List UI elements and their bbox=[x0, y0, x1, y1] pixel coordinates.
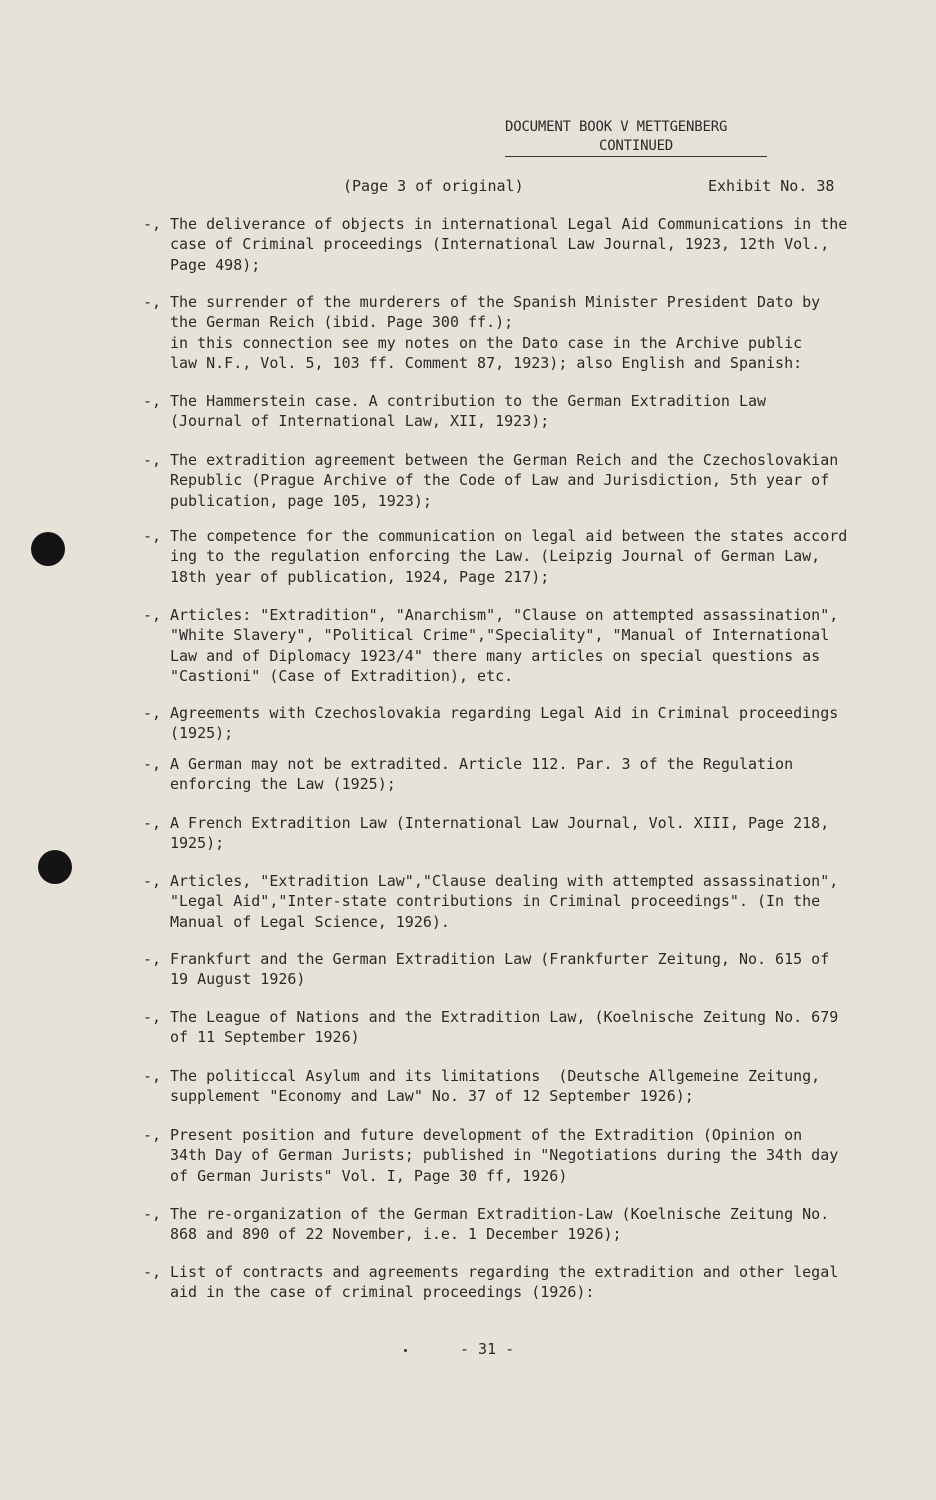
list-item bbox=[143, 703, 895, 744]
list-item bbox=[143, 1066, 895, 1107]
list-bullet: -, bbox=[143, 527, 162, 545]
stray-mark bbox=[404, 1349, 407, 1352]
list-bullet: -, bbox=[143, 950, 162, 968]
list-item-text: Frankfurt and the German Extradition Law (Frankfurter Zeitung, No. 615 of 19 August 1926) bbox=[170, 950, 830, 989]
list-item-text: A French Extradition Law (International Law Journal, Vol. XIII, Page 218, 1925); bbox=[170, 814, 830, 853]
list-item bbox=[143, 1262, 895, 1303]
list-bullet: -, bbox=[143, 1263, 162, 1281]
list-item bbox=[143, 754, 895, 795]
list-bullet: -, bbox=[143, 1126, 162, 1144]
list-item-text: The League of Nations and the Extradition Law, (Koelnische Zeitung No. 679 of 11 September 1926) bbox=[170, 1008, 839, 1047]
list-item-text: The politiccal Asylum and its limitations (Deutsche Allgemeine Zeitung, supplement "Economy and Law" No. 37 of 12 September 1926); bbox=[170, 1067, 821, 1106]
list-item bbox=[143, 1204, 895, 1245]
list-item bbox=[143, 526, 895, 587]
list-bullet: -, bbox=[143, 1067, 162, 1085]
page-number: - 31 - bbox=[460, 1340, 515, 1358]
list-item bbox=[143, 949, 895, 990]
list-bullet: -, bbox=[143, 392, 162, 410]
list-item bbox=[143, 1125, 895, 1186]
exhibit-number: Exhibit No. 38 bbox=[708, 177, 835, 195]
list-item-text: The surrender of the murderers of the Spanish Minister President Dato by the German Reich (ibid. Page 300 ff.); in this connection see my notes on the Dato case in the Archive public law N.F., Vol. 5, 103 ff. Comment 87, 1923); also English and Spanish: bbox=[170, 293, 821, 372]
list-item bbox=[143, 391, 895, 432]
list-item-text: Articles: "Extradition", "Anarchism", "Clause on attempted assassination", "White Slavery", "Political Crime","Speciality", "Manual of International Law and of Diplomacy 1923/4" there many articles on special questions as "Castioni" (Case of Extradition), etc. bbox=[170, 606, 839, 685]
list-item-text: The re-organization of the German Extradition-Law (Koelnische Zeitung No. 868 and 890 of 22 November, i.e. 1 December 1926); bbox=[170, 1205, 830, 1244]
header-continued: CONTINUED bbox=[505, 137, 767, 157]
list-bullet: -, bbox=[143, 814, 162, 832]
list-bullet: -, bbox=[143, 215, 162, 233]
list-item-text: The deliverance of objects in international Legal Aid Communications in the case of Criminal proceedings (International Law Journal, 1923, 12th Vol., Page 498); bbox=[170, 215, 848, 274]
list-item bbox=[143, 450, 895, 511]
list-item bbox=[143, 292, 895, 373]
header-title: DOCUMENT BOOK V METTGENBERG bbox=[505, 119, 728, 135]
list-item bbox=[143, 605, 895, 686]
list-item-text: A German may not be extradited. Article 112. Par. 3 of the Regulation enforcing the Law (1925); bbox=[170, 755, 794, 794]
list-bullet: -, bbox=[143, 1205, 162, 1223]
list-item bbox=[143, 871, 895, 932]
list-item bbox=[143, 813, 895, 854]
list-item bbox=[143, 1007, 895, 1048]
page-reference: (Page 3 of original) bbox=[343, 177, 524, 195]
document-header bbox=[505, 118, 770, 157]
list-item-text: The Hammerstein case. A contribution to the German Extradition Law (Journal of International Law, XII, 1923); bbox=[170, 392, 767, 431]
list-bullet: -, bbox=[143, 606, 162, 624]
list-item-text: The extradition agreement between the German Reich and the Czechoslovakian Republic (Prague Archive of the Code of Law and Jurisdiction, 5th year of publication, page 105, 1923); bbox=[170, 451, 839, 510]
list-bullet: -, bbox=[143, 1008, 162, 1026]
list-item-text: List of contracts and agreements regarding the extradition and other legal aid in the case of criminal proceedings (1926): bbox=[170, 1263, 839, 1302]
list-bullet: -, bbox=[143, 755, 162, 773]
punch-hole bbox=[31, 532, 65, 566]
list-item-text: Articles, "Extradition Law","Clause dealing with attempted assassination", "Legal Aid","Inter-state contributions in Criminal proceedings". (In the Manual of Legal Science, 1926). bbox=[170, 872, 839, 931]
punch-hole bbox=[38, 850, 72, 884]
list-bullet: -, bbox=[143, 293, 162, 311]
list-bullet: -, bbox=[143, 872, 162, 890]
list-bullet: -, bbox=[143, 451, 162, 469]
list-item-text: Present position and future development of the Extradition (Opinion on 34th Day of German Jurists; published in "Negotiations during the 34th day of German Jurists" Vol. I, Page 30 ff, 1926) bbox=[170, 1126, 839, 1185]
list-bullet: -, bbox=[143, 704, 162, 722]
list-item bbox=[143, 214, 895, 275]
list-item-text: The competence for the communication on legal aid between the states accord ing to the regulation enforcing the Law. (Leipzig Journal of German Law, 18th year of publication, 1924, Page 217); bbox=[170, 527, 848, 586]
list-item-text: Agreements with Czechoslovakia regarding Legal Aid in Criminal proceedings (1925); bbox=[170, 704, 839, 743]
